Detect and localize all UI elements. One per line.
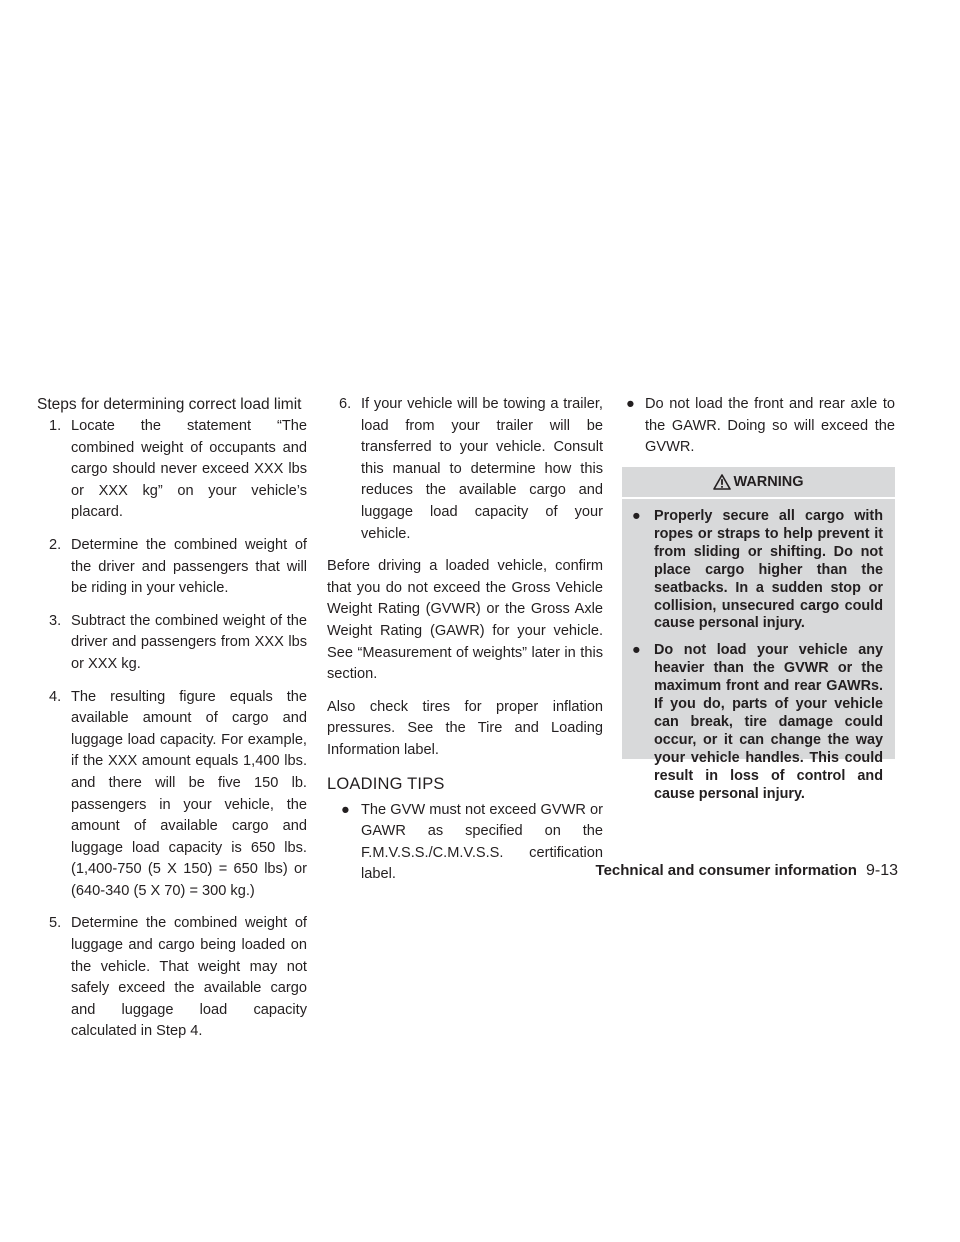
page-footer — [596, 862, 898, 880]
step-item — [37, 687, 307, 903]
step-item — [37, 535, 307, 600]
step-text: If your vehicle will be towing a trailer, load from your trailer will be transferred to your vehicle. Consult this manual to determine how this reduces the available cargo and luggage load capacity of your vehicle. — [361, 396, 603, 542]
footer-section-name: Technical and consumer information — [595, 862, 857, 879]
step-text: The resulting figure equals the available amount of cargo and luggage load capacity. For example, if the XXX amount equals 1,400 lbs. and there will be five 150 lb. passengers in your vehicle, the amount of available cargo and luggage load capacity is 650 lbs. (1,400-750 (5 X 150) = 650 lbs) or (640-340 (5 X 70) = 300 kg.) — [71, 688, 307, 899]
step-text: Determine the combined weight of the driver and passengers that will be riding in your vehicle. — [71, 536, 307, 597]
step-text: Subtract the combined weight of the driver and passengers from XXX lbs or XXX kg. — [71, 612, 307, 672]
step-number: 6. — [339, 396, 352, 412]
step-item — [37, 416, 307, 524]
bullet-icon: ● — [341, 801, 350, 818]
step-number: 5. — [49, 915, 62, 932]
step-item — [327, 394, 603, 545]
step-item — [37, 611, 307, 676]
step-number: 2. — [49, 536, 62, 553]
column-left — [37, 394, 307, 1054]
loading-tips-heading: LOADING TIPS — [327, 774, 445, 793]
warning-triangle-icon — [713, 474, 731, 490]
step-number: 4. — [49, 688, 62, 705]
page-number: 9-13 — [865, 862, 898, 879]
loading-tip-text: The GVW must not exceed GVWR or GAWR as specified on the F.M.V.S.S./C.M.V.S.S. certification label. — [361, 801, 603, 883]
warning-item — [630, 508, 883, 633]
step-text: Determine the combined weight of luggage and cargo being loaded on the vehicle. That weight may not safely exceed the available cargo and luggage load capacity calculated in Step 4. — [71, 915, 307, 1040]
body-paragraph: Before driving a loaded vehicle, confirm that you do not exceed the Gross Vehicle Weight Rating (GVWR) or the Gross Axle Weight Rating (GAWR) for your vehicle. See “Measurement of weights” later in this section. — [327, 558, 603, 683]
loading-tip-item — [327, 800, 603, 886]
warning-title: WARNING — [733, 474, 804, 490]
loading-tip-item — [622, 394, 895, 459]
bullet-icon: ● — [632, 508, 641, 524]
loading-tip-text: Do not load the front and rear axle to the GAWR. Doing so will exceed the GVWR. — [645, 396, 895, 456]
bullet-icon: ● — [632, 642, 641, 659]
bullet-icon: ● — [626, 396, 635, 412]
step-item — [37, 913, 307, 1043]
warning-item — [630, 642, 883, 803]
column-middle — [327, 394, 603, 897]
step-text: Locate the statement “The combined weight of occupants and cargo should never exceed XXX lbs or XXX kg” on your vehicle’s placard. — [71, 418, 307, 521]
steps-heading: Steps for determining correct load limit — [37, 396, 302, 413]
body-paragraph: Also check tires for proper inflation pressures. See the Tire and Loading Information label. — [327, 698, 603, 758]
step-number: 3. — [49, 612, 62, 629]
warning-text: Do not load your vehicle any heavier than the GVWR or the maximum front and rear GAWRs. If you do, parts of your vehicle can break, tire damage could occur, or it can change the way your vehicle handles. This could result in loss of control and cause personal injury. — [654, 642, 883, 802]
warning-header — [622, 467, 895, 499]
column-right — [622, 394, 895, 470]
step-number: 1. — [49, 418, 62, 434]
warning-text: Properly secure all cargo with ropes or straps to help prevent it from sliding or shifting. Do not place cargo higher than the seatbacks. In a sudden stop or collision, unsecured cargo could cause personal injury. — [654, 508, 883, 632]
warning-box — [622, 467, 895, 802]
